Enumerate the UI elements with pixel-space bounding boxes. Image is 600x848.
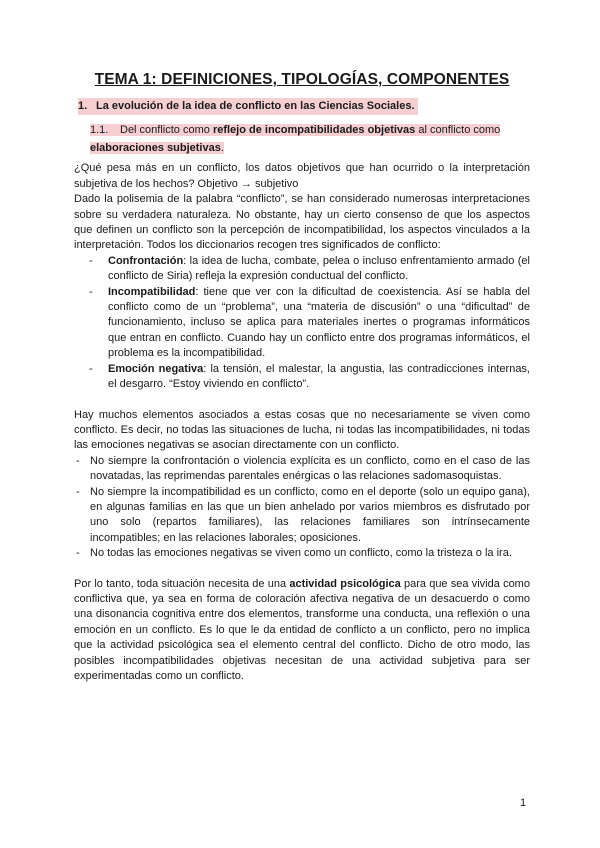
subsection-heading [88, 119, 530, 159]
meaning-item [74, 362, 530, 393]
intro-paragraph: Dado la polisemia de la palabra “conflicto”, se han considerado numerosas interpretaciones sobre su verdadera naturaleza. No obstante, hay un cierto consenso de que los aspectos que definen un conflicto son la percepción de incompatibilidad, los aspectos vinculados a la interpretación. Todos los diccionarios recogen tres significados de conflicto: [74, 193, 530, 252]
section-number: 1. [78, 100, 88, 112]
exceptions-list [74, 454, 530, 562]
meaning-text: : tiene que ver con la dificultad de coexistencia. Así se habla del conflicto como de un “problema”, una “materia de discusión” o una “dificultad” de funcionamiento, incluso se aplica para materiales inertes o programas informáticos que entran en conflicto. Cuando hay un conflicto entre dos programas informáticos, el problema es la incompatibilidad. [108, 285, 530, 360]
exception-item: - No siempre la confrontación o violencia explícita es un conflicto, como en el caso de las novatadas, las reprimendas parentales enérgicas o las relaciones sadomasoquistas. [74, 454, 530, 485]
spacer [74, 562, 530, 577]
conclusion-post: para que sea vivida como conflictiva que, ya sea en forma de coloración afectiva negativa de un desacuerdo o como una disonancia cognitiva entre dos elementos, transforme una conducta, una reflexión o una emoción en un conflicto. Es lo que le da entidad de conflicto a un conflicto, pero no implica que la actividad psicológica sea el elemento central del conflicto. Dicho de otro modo, las posibles incompatibilidades objetivas necesitan de una actividad subjetiva para ser experimentadas como un conflicto. [74, 577, 530, 682]
subsection-mid: al conflicto como [415, 124, 501, 137]
subsection-pre: Del conflicto como [120, 124, 213, 137]
subsection-end: . [220, 142, 224, 155]
page-number: 1 [520, 797, 527, 809]
subsection-highlight [90, 124, 500, 154]
spacer [74, 393, 530, 408]
subsection-bold-1: reflejo de incompatibilidades objetivas [212, 124, 416, 137]
conclusion-paragraph [74, 577, 530, 685]
meaning-term: Confrontación [108, 254, 184, 267]
document-page [74, 70, 530, 684]
paragraph-2: Hay muchos elementos asociados a estas cosas que no necesariamente se viven como conflicto. Es decir, no todas las situaciones de lucha, ni todas las incompatibilidades, ni todas las emociones negativas se asocian directamente con un conflicto. [74, 408, 530, 452]
exception-item: - No todas las emociones negativas se viven como un conflicto, como la tristeza o la ira. [74, 546, 530, 561]
page-title: TEMA 1: DEFINICIONES, TIPOLOGÍAS, COMPONENTES [94, 71, 510, 88]
subsection-bold-2: elaboraciones subjetivas [90, 142, 221, 155]
meaning-term: Incompatibilidad [108, 285, 196, 298]
subsection-number: 1.1. [90, 124, 109, 137]
meaning-item [74, 285, 530, 362]
meaning-text: : la idea de lucha, combate, pelea o incluso enfrentamiento armado (el conflicto de Siria) refleja la expresión conductual del conflicto. [108, 254, 530, 283]
exception-item: - No siempre la incompatibilidad es un conflicto, como en el deporte (solo un equipo gana), en algunas familias en las que un bien anhelado por varios miembros es disfrutado por uno solo (repartos familiares), las relaciones familiares son intrínsecamente incompatibles; en las relaciones laborales; oposiciones. [74, 485, 530, 547]
meanings-list [74, 254, 530, 393]
section-heading [78, 98, 418, 115]
section-label: La evolución de la idea de conflicto en las Ciencias Sociales. [96, 100, 415, 112]
meaning-item [74, 254, 530, 285]
conclusion-bold: actividad psicológica [289, 577, 401, 590]
meaning-text: : la tensión, el malestar, la angustia, las contradicciones internas, el desgarro. “Estoy viviendo en conflicto”. [108, 362, 530, 391]
meaning-term: Emoción negativa [108, 362, 204, 375]
conclusion-pre: Por lo tanto, toda situación necesita de una [74, 577, 290, 590]
question-paragraph: ¿Qué pesa más en un conflicto, los datos objetivos que han ocurrido o la interpretación subjetiva de los hechos? Objetivo → subjetivo [74, 162, 530, 190]
